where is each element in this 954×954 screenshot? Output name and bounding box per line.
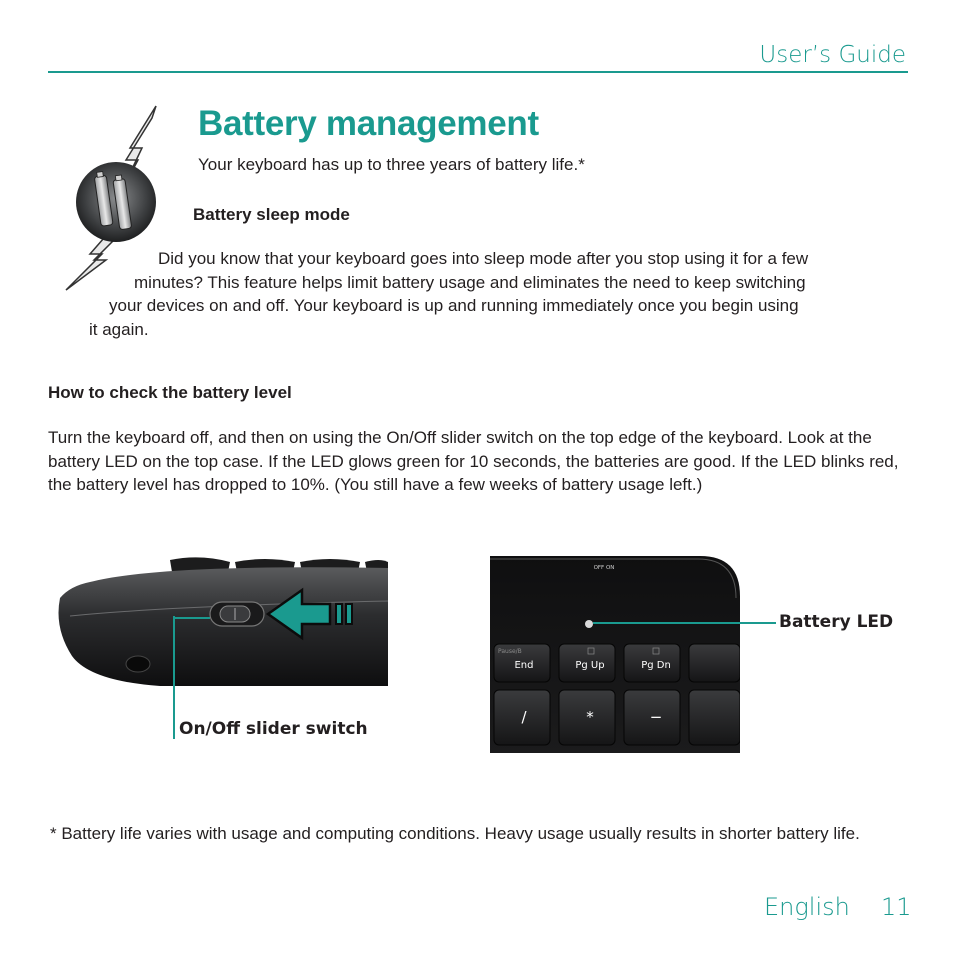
slider-switch-figure	[50, 556, 395, 696]
key-pg-up: Pg Up	[575, 660, 605, 671]
battery-led-figure	[490, 556, 740, 753]
slider-switch-callout: On/Off slider switch	[179, 719, 368, 739]
key-minus: −	[649, 708, 663, 726]
slider-callout-line	[173, 616, 175, 739]
guide-title: User’s Guide	[759, 42, 906, 68]
key-top-label: Pause/B	[498, 648, 522, 655]
key-pg-dn: Pg Dn	[641, 660, 671, 671]
footer-language: English	[764, 893, 850, 921]
footnote: * Battery life varies with usage and computing conditions. Heavy usage usually results in shorter battery life.	[50, 824, 860, 843]
page-title: Battery management	[198, 104, 539, 143]
key-end: End	[514, 660, 534, 671]
sleep-line-2: minutes? This feature helps limit battery usage and eliminates the need to keep switching	[134, 273, 806, 292]
sleep-line-3: your devices on and off. Your keyboard is up and running immediately once you begin using	[109, 296, 799, 315]
check-level-paragraph: Turn the keyboard off, and then on using the On/Off slider switch on the top edge of the keyboard. Look at the battery LED on the top case. If the LED glows green for 10 seconds, the batteries are good. If the LED blinks red, the battery level has dropped to 10%. (You still have a few weeks of battery usage left.)	[48, 428, 899, 494]
sleep-line-4: it again.	[89, 320, 149, 339]
key-slash: /	[521, 708, 527, 726]
sleep-line-1: Did you know that your keyboard goes into sleep mode after you stop using it for a few	[158, 249, 809, 268]
check-level-heading: How to check the battery level	[48, 383, 292, 402]
battery-led-callout: Battery LED	[779, 612, 894, 632]
switch-label: OFF ON	[593, 565, 615, 571]
led-callout-line	[593, 622, 776, 624]
page-number: 11	[881, 893, 912, 921]
intro-text: Your keyboard has up to three years of battery life.*	[198, 155, 585, 174]
sleep-mode-heading: Battery sleep mode	[193, 205, 350, 224]
battery-lightning-icon	[60, 104, 170, 294]
header-divider	[48, 71, 908, 73]
key-asterisk: *	[586, 708, 594, 726]
